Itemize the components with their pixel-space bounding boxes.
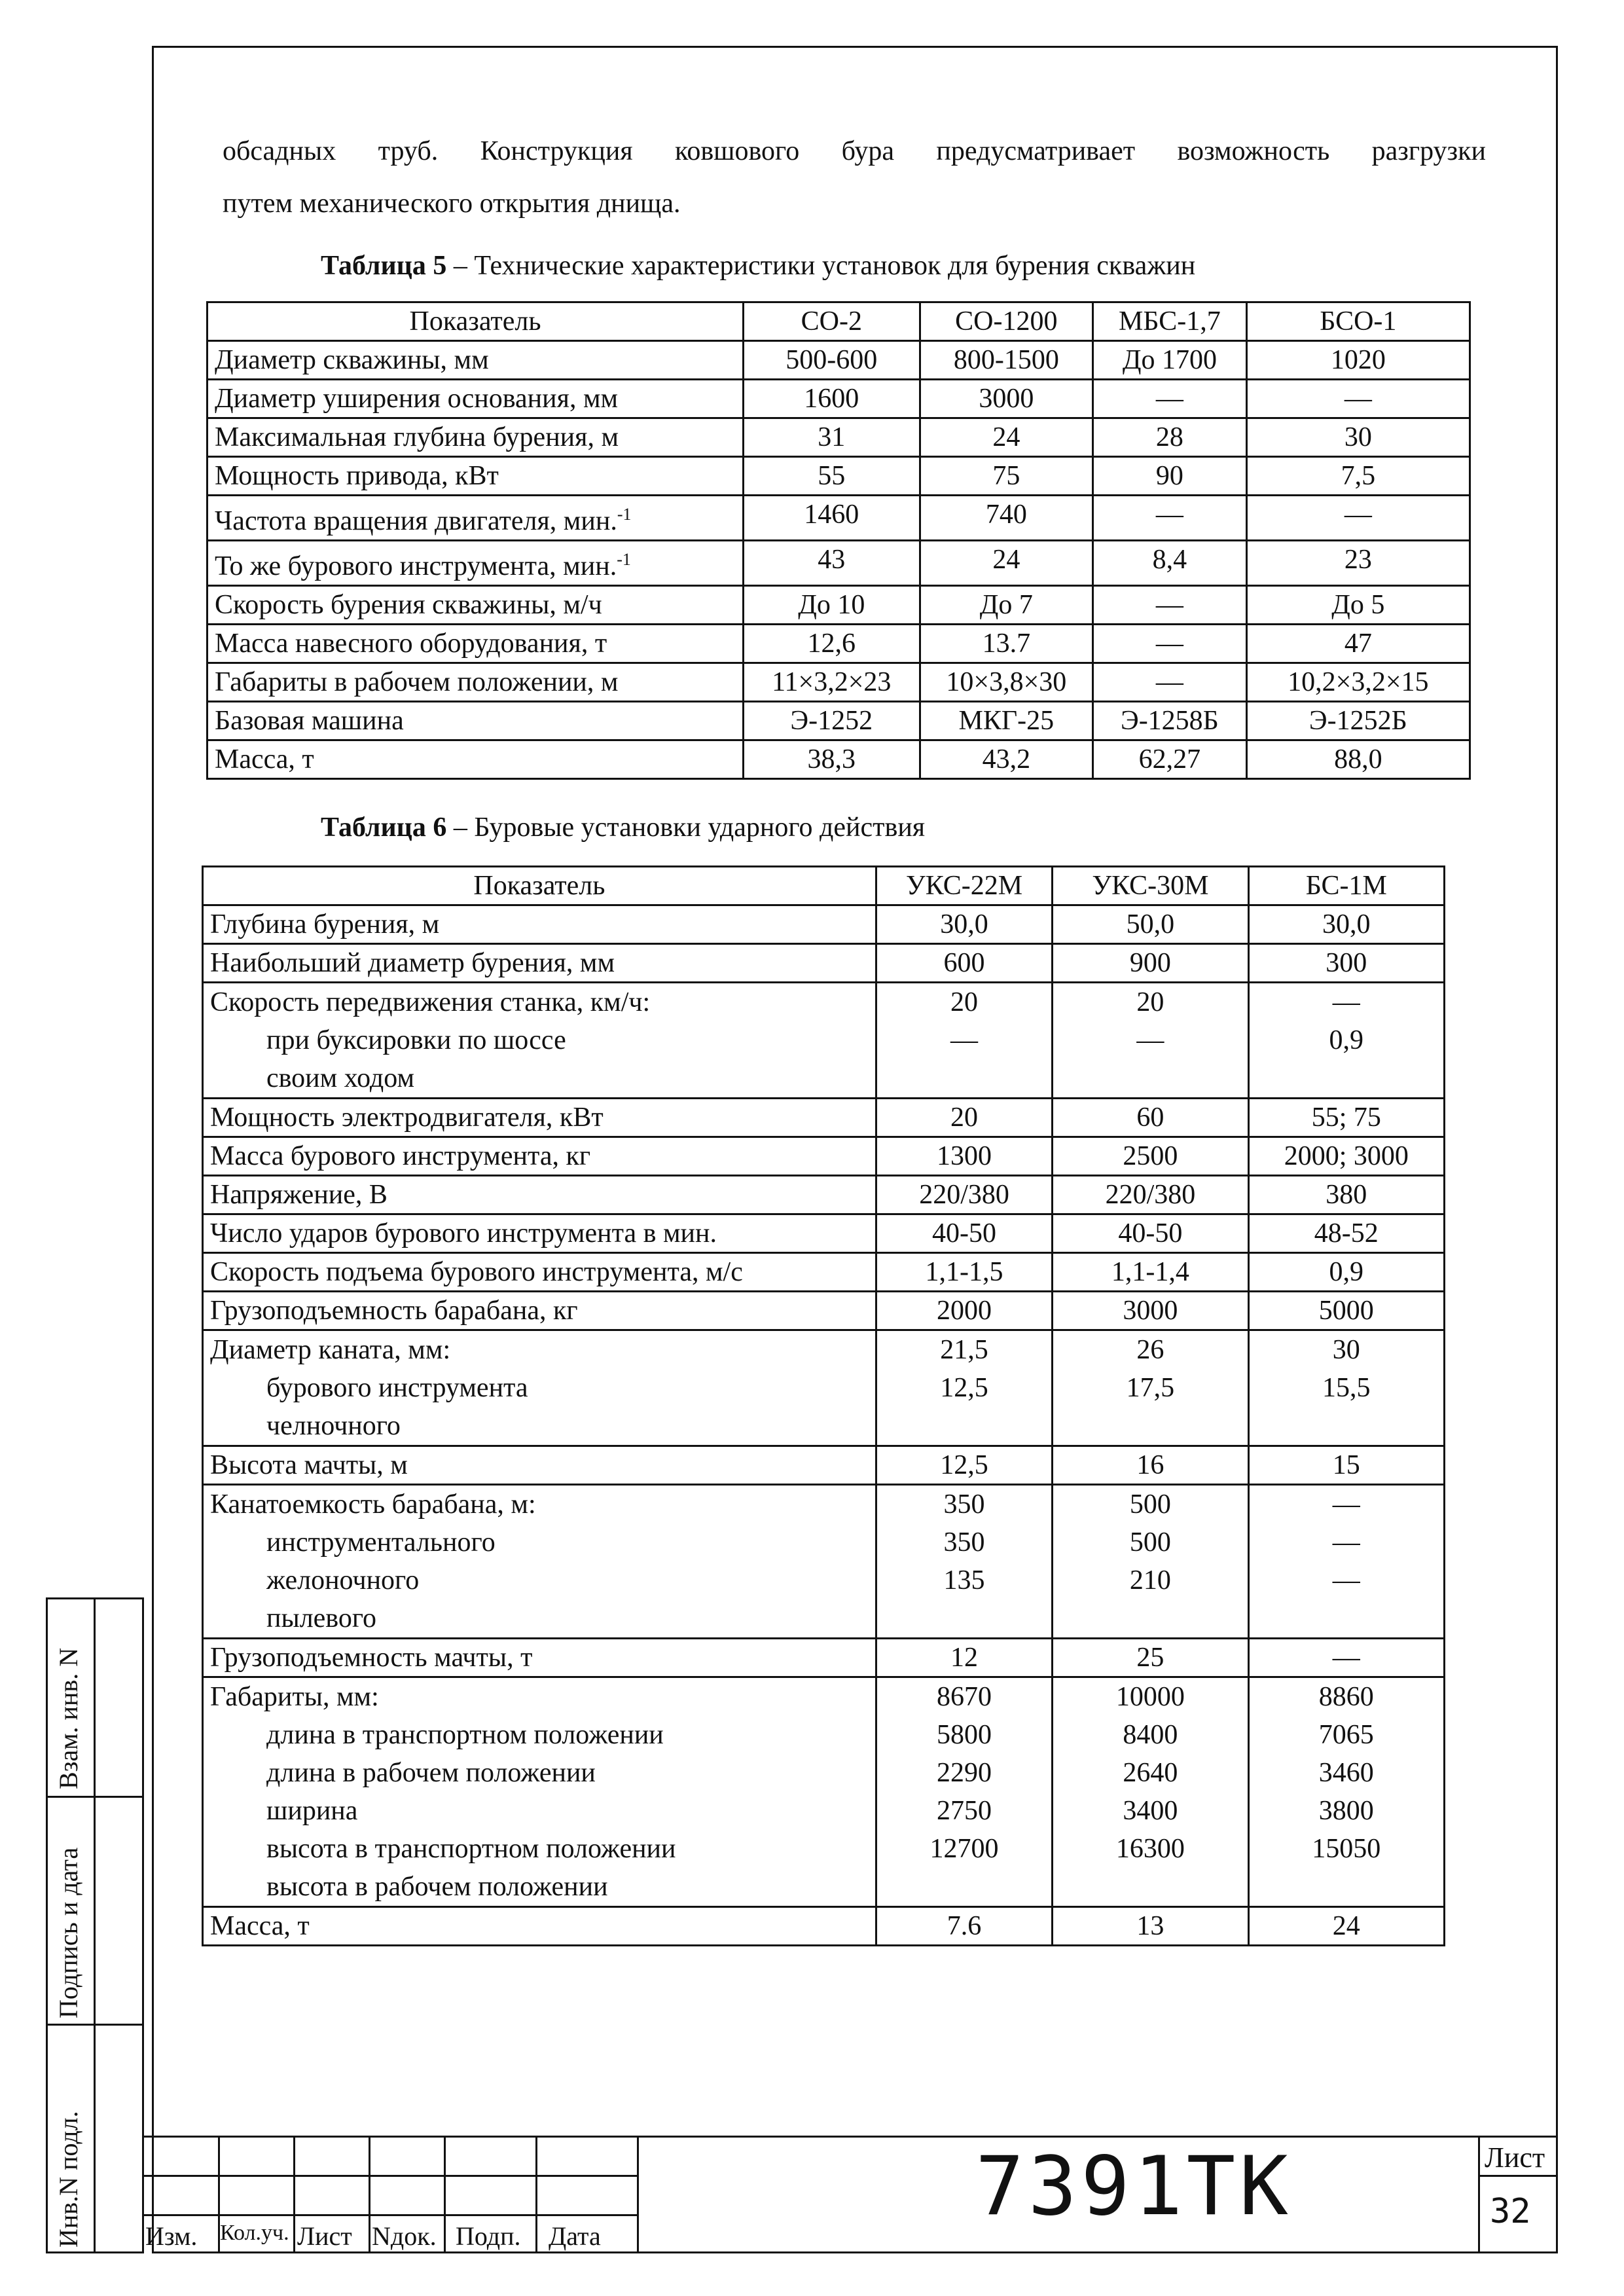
table5-cell: — [1093, 663, 1247, 702]
table6-row-label [203, 1907, 876, 1946]
table5-cell: 62,27 [1093, 740, 1247, 779]
table6-row-label-text: Мощность электродвигателя, кВт [210, 1102, 604, 1133]
table6-cell: 5000 [1248, 1292, 1444, 1330]
table6-row-label [203, 1446, 876, 1485]
table6-cell: 7.6 [876, 1907, 1052, 1946]
tb-rule [143, 2175, 637, 2177]
sheet-number: 32 [1490, 2192, 1531, 2231]
table5-header-cell: МБС-1,7 [1093, 302, 1247, 341]
tb-col-koluch: Кол.уч. [220, 2221, 289, 2245]
table6-cell: 12,5 [876, 1446, 1052, 1485]
table5-caption-number: Таблица 5 [321, 251, 447, 281]
table5-cell: 43 [744, 541, 920, 586]
table6-cell-value: 2290 [937, 1758, 992, 1788]
table6-cell: — [1248, 1639, 1444, 1677]
table6-cell-value: 0,9 [1329, 1025, 1364, 1055]
table6-sub-label: высота в рабочем положении [266, 1872, 608, 1902]
table6-cell [1053, 1485, 1248, 1639]
document-code: 7391ТК [975, 2140, 1292, 2234]
table6-row [203, 1253, 1445, 1292]
table6-cell-value: 3800 [1318, 1796, 1374, 1826]
table6-cell: 55; 75 [1248, 1099, 1444, 1137]
table5-row-label [208, 496, 744, 541]
table6-cell: 60 [1053, 1099, 1248, 1137]
table5-body [208, 302, 1470, 779]
table6-cell: 20 [876, 1099, 1052, 1137]
table6-cell-value: 8400 [1123, 1720, 1178, 1750]
table5-caption [321, 249, 1195, 283]
table5-row [208, 740, 1470, 779]
table5-row [208, 586, 1470, 625]
table5-row-label [208, 702, 744, 740]
table6-cell: 0,9 [1248, 1253, 1444, 1292]
table6-cell-value: — [1332, 1489, 1360, 1520]
table6-group-label: Габариты, мм: [210, 1682, 379, 1712]
table6-sub-label: своим ходом [266, 1063, 415, 1093]
table5-row-label [208, 418, 744, 457]
table6-cell-value: 16300 [1115, 1834, 1185, 1864]
intro-line-1: обсадных труб. Конструкция ковшового бура предусматривает возможность разгрузки [223, 136, 1486, 166]
table6-header-cell: УКС-30М [1053, 867, 1248, 905]
table5-cell: — [1093, 496, 1247, 541]
table5-cell: До 10 [744, 586, 920, 625]
table6-cell: 220/380 [876, 1176, 1052, 1214]
table5-cell: 23 [1246, 541, 1470, 586]
table5-cell: 38,3 [744, 740, 920, 779]
table6-row-label [203, 1176, 876, 1214]
table6-sub-label: длина в транспортном положении [266, 1720, 664, 1750]
table6-row-label [203, 1137, 876, 1176]
table6-cell: 900 [1053, 944, 1248, 983]
table5-cell: 88,0 [1246, 740, 1470, 779]
table5-cell: Э-1252 [744, 702, 920, 740]
table5 [206, 301, 1471, 780]
table6-caption [321, 811, 925, 845]
table5-cell: 10×3,8×30 [920, 663, 1093, 702]
table6-cell-value: 135 [943, 1565, 985, 1595]
table5-row [208, 457, 1470, 496]
table6-row-label-text: Высота мачты, м [210, 1450, 408, 1480]
table6-cell: 15 [1248, 1446, 1444, 1485]
table6-row [203, 1099, 1445, 1137]
table6-sub-label: бурового инструмента [266, 1373, 528, 1403]
table5-cell: 12,6 [744, 625, 920, 663]
table5-cell: 47 [1246, 625, 1470, 663]
table6-row [203, 944, 1445, 983]
tb-rule [1478, 2175, 1558, 2177]
table6-cell: 1,1-1,5 [876, 1253, 1052, 1292]
table6-row [203, 1176, 1445, 1214]
table5-row-label-text: Частота вращения двигателя, мин. [215, 506, 617, 536]
tb-col-izm: Изм. [145, 2221, 198, 2251]
table6-row-label [203, 905, 876, 944]
table6-cell [876, 983, 1052, 1099]
table5-row-label [208, 625, 744, 663]
table5-header-cell: Показатель [208, 302, 744, 341]
intro-line-2: путем механического открытия днища. [223, 189, 681, 219]
table6-cell-value: 30 [1332, 1335, 1360, 1365]
table6-cell: 13 [1053, 1907, 1248, 1946]
table6-cell: 30,0 [1248, 905, 1444, 944]
table6-caption-number: Таблица 6 [321, 812, 447, 843]
table6-cell-value: 21,5 [940, 1335, 988, 1365]
table6-cell-value: — [1332, 987, 1360, 1017]
table6-row-label-text: Глубина бурения, м [210, 909, 440, 939]
table6-cell-value: 350 [943, 1527, 985, 1558]
table6-cell: 16 [1053, 1446, 1248, 1485]
table5-cell: 30 [1246, 418, 1470, 457]
tb-col-list: Лист [297, 2221, 352, 2251]
table5-cell: 1600 [744, 380, 920, 418]
table6-cell-value: 12,5 [940, 1373, 988, 1403]
table6-body [203, 867, 1445, 1946]
table6-cell-value: 5800 [937, 1720, 992, 1750]
table6-cell [1053, 1677, 1248, 1907]
table6-cell [1053, 983, 1248, 1099]
table5-row-label [208, 740, 744, 779]
table6-cell-value: 500 [1129, 1489, 1171, 1520]
table5-row [208, 496, 1470, 541]
table6-cell-value: — [950, 1025, 979, 1055]
table5-row [208, 380, 1470, 418]
table6-cell-value: — [1136, 1025, 1164, 1055]
table5-row-label-text: Максимальная глубина бурения, м [215, 422, 619, 452]
table6-cell: 40-50 [876, 1214, 1052, 1253]
table6-row [203, 1485, 1445, 1639]
table6-cell-value: 210 [1129, 1565, 1171, 1595]
side-strip-divider [48, 1796, 142, 1798]
table5-row-label [208, 457, 744, 496]
table5-row [208, 341, 1470, 380]
table6-sub-label: при буксировки по шоссе [266, 1025, 566, 1055]
table6-row [203, 983, 1445, 1099]
table6-cell: 30,0 [876, 905, 1052, 944]
tb-rule [444, 2136, 446, 2253]
table5-row-label-superscript: -1 [617, 505, 632, 524]
table5-cell: 7,5 [1246, 457, 1470, 496]
side-strip-divider [48, 2024, 142, 2026]
table5-cell: 1020 [1246, 341, 1470, 380]
table5-row-label [208, 663, 744, 702]
table6-row-label-text: Число ударов бурового инструмента в мин. [210, 1218, 717, 1248]
table5-row-label-text: Диаметр уширения основания, мм [215, 384, 619, 414]
table5-cell: 75 [920, 457, 1093, 496]
table5-caption-title: – Технические характеристики установок для бурения скважин [446, 251, 1196, 281]
table5-row-label-text: Масса, т [215, 744, 314, 774]
table6 [202, 866, 1445, 1946]
table6-sub-label: пылевого [266, 1603, 377, 1633]
table5-cell: 1460 [744, 496, 920, 541]
tb-rule [535, 2136, 537, 2253]
table6-cell [1248, 1677, 1444, 1907]
table6-row-label [203, 1099, 876, 1137]
table6-cell: 2500 [1053, 1137, 1248, 1176]
table6-cell-value: 15,5 [1322, 1373, 1371, 1403]
table5-cell: 31 [744, 418, 920, 457]
table6-cell-value: — [1332, 1527, 1360, 1558]
tb-col-ndok: Nдок. [372, 2221, 437, 2251]
table6-cell-value: 17,5 [1126, 1373, 1175, 1403]
table6-row [203, 1907, 1445, 1946]
table5-row-label-superscript: -1 [617, 550, 631, 569]
table6-cell: 40-50 [1053, 1214, 1248, 1253]
table6-cell-value: 2750 [937, 1796, 992, 1826]
table5-cell: 55 [744, 457, 920, 496]
table5-cell: 8,4 [1093, 541, 1247, 586]
table6-cell-value: 3460 [1318, 1758, 1374, 1788]
table6-cell-value: 3400 [1123, 1796, 1178, 1826]
table6-row [203, 1137, 1445, 1176]
table6-cell: 2000; 3000 [1248, 1137, 1444, 1176]
table6-sub-label: высота в транспортном положении [266, 1834, 676, 1864]
table6-row-label [203, 983, 876, 1099]
table5-cell: До 5 [1246, 586, 1470, 625]
table5-cell: 740 [920, 496, 1093, 541]
table6-cell-value: — [1332, 1565, 1360, 1595]
table6-row-label [203, 1330, 876, 1446]
table6-cell: 48-52 [1248, 1214, 1444, 1253]
tb-rule [143, 2214, 637, 2216]
table5-header-cell: СО-1200 [920, 302, 1093, 341]
table5-row-label [208, 541, 744, 586]
table6-row [203, 1330, 1445, 1446]
table5-cell: — [1246, 496, 1470, 541]
table6-row-label [203, 944, 876, 983]
table6-sub-label: инструментального [266, 1527, 496, 1558]
tb-rule [143, 2136, 1558, 2138]
table6-cell-value: 12700 [929, 1834, 999, 1864]
table6-cell: 600 [876, 944, 1052, 983]
table5-cell: До 7 [920, 586, 1093, 625]
table6-header-cell: Показатель [203, 867, 876, 905]
table6-sub-label: длина в рабочем положении [266, 1758, 596, 1788]
table6-cell: 25 [1053, 1639, 1248, 1677]
table5-row-label-text: Масса навесного оборудования, т [215, 629, 607, 659]
table5-row-label-text: Базовая машина [215, 706, 404, 736]
table6-row [203, 1292, 1445, 1330]
tb-rule [369, 2136, 370, 2253]
table6-sub-label: ширина [266, 1796, 358, 1826]
table5-row-label-text: Габариты в рабочем положении, м [215, 667, 619, 697]
table5-cell: — [1246, 380, 1470, 418]
table6-group-label: Диаметр каната, мм: [210, 1335, 451, 1365]
table6-row-label-text: Грузоподъемность барабана, кг [210, 1296, 578, 1326]
table5-cell: — [1093, 625, 1247, 663]
table6-cell-value: 20 [950, 987, 979, 1017]
table5-cell: До 1700 [1093, 341, 1247, 380]
table5-cell: 800-1500 [920, 341, 1093, 380]
table6-cell: 50,0 [1053, 905, 1248, 944]
table6-cell [876, 1330, 1052, 1446]
table6-row [203, 1639, 1445, 1677]
table6-row-label-text: Скорость подъема бурового инструмента, м/с [210, 1257, 743, 1287]
side-label-vzam: Взам. инв. N [54, 1647, 83, 1789]
table5-cell: 24 [920, 418, 1093, 457]
table6-cell-value: 8860 [1318, 1682, 1374, 1712]
table6-row [203, 1446, 1445, 1485]
table5-cell: Э-1258Б [1093, 702, 1247, 740]
table6-cell: 1300 [876, 1137, 1052, 1176]
table6-row [203, 1677, 1445, 1907]
table5-row [208, 541, 1470, 586]
title-block [143, 2136, 1558, 2253]
table6-cell: 220/380 [1053, 1176, 1248, 1214]
table5-row-label [208, 586, 744, 625]
table5-header-cell: БСО-1 [1246, 302, 1470, 341]
tb-col-podp: Подп. [456, 2221, 521, 2251]
table5-row [208, 418, 1470, 457]
table6-header-cell: БС-1М [1248, 867, 1444, 905]
side-stamp-strip [46, 1597, 144, 2253]
tb-rule [293, 2136, 295, 2253]
table5-cell: — [1093, 380, 1247, 418]
table6-cell: 2000 [876, 1292, 1052, 1330]
table6-row-label [203, 1253, 876, 1292]
tb-rule [1478, 2136, 1480, 2253]
table5-cell: 13.7 [920, 625, 1093, 663]
table6-sub-label: челночного [266, 1411, 401, 1441]
table6-row-label-text: Напряжение, В [210, 1180, 388, 1210]
table6-cell [1053, 1330, 1248, 1446]
table6-row-label-text: Наибольший диаметр бурения, мм [210, 948, 615, 978]
table5-cell: 3000 [920, 380, 1093, 418]
table6-row-label-text: Масса бурового инструмента, кг [210, 1141, 591, 1171]
table6-cell: 300 [1248, 944, 1444, 983]
table5-cell: 10,2×3,2×15 [1246, 663, 1470, 702]
table6-row-label-text: Масса, т [210, 1911, 310, 1941]
table6-row-label [203, 1639, 876, 1677]
table6-cell-value: 500 [1129, 1527, 1171, 1558]
table6-cell-value: 10000 [1115, 1682, 1185, 1712]
table6-row-label [203, 1677, 876, 1907]
table5-cell: 90 [1093, 457, 1247, 496]
table5-row-label-text: То же бурового инструмента, мин. [215, 551, 617, 581]
table5-row-label [208, 380, 744, 418]
table6-header-cell: УКС-22М [876, 867, 1052, 905]
table6-cell [876, 1677, 1052, 1907]
table5-row-label [208, 341, 744, 380]
table5-cell: 28 [1093, 418, 1247, 457]
table6-cell [1248, 1330, 1444, 1446]
table5-row-label-text: Диаметр скважины, мм [215, 345, 489, 375]
table5-cell: МКГ-25 [920, 702, 1093, 740]
table5-row-label-text: Мощность привода, кВт [215, 461, 499, 491]
table6-row [203, 905, 1445, 944]
table5-cell: 24 [920, 541, 1093, 586]
table6-row-label [203, 1292, 876, 1330]
table6-cell: 3000 [1053, 1292, 1248, 1330]
table5-row [208, 702, 1470, 740]
table6-row-label-text: Грузоподъемность мачты, т [210, 1643, 533, 1673]
table5-header-row [208, 302, 1470, 341]
table5-cell: 43,2 [920, 740, 1093, 779]
table6-cell-value: 26 [1136, 1335, 1164, 1365]
tb-col-data: Дата [549, 2221, 601, 2251]
table5-cell: Э-1252Б [1246, 702, 1470, 740]
table6-cell: 24 [1248, 1907, 1444, 1946]
table5-cell: 11×3,2×23 [744, 663, 920, 702]
table6-row-label [203, 1214, 876, 1253]
table6-cell [876, 1485, 1052, 1639]
side-label-inv: Инв.N подл. [54, 2111, 83, 2248]
table5-header-cell: СО-2 [744, 302, 920, 341]
table6-cell: 12 [876, 1639, 1052, 1677]
table6-cell-value: 15050 [1312, 1834, 1381, 1864]
side-label-podpis: Подпись и дата [54, 1847, 83, 2018]
table6-cell-value: 350 [943, 1489, 985, 1520]
table6-cell-value: 7065 [1318, 1720, 1374, 1750]
table6-sub-label: желоночного [266, 1565, 420, 1595]
table6-cell-value: 2640 [1123, 1758, 1178, 1788]
table6-cell: 380 [1248, 1176, 1444, 1214]
table6-row-label [203, 1485, 876, 1639]
tb-rule [637, 2136, 639, 2253]
table5-cell: — [1093, 586, 1247, 625]
table6-row [203, 1214, 1445, 1253]
table6-group-label: Канатоемкость барабана, м: [210, 1489, 536, 1520]
table6-caption-title: – Буровые установки ударного действия [446, 812, 926, 843]
table6-cell-value: 20 [1136, 987, 1164, 1017]
table6-cell: 1,1-1,4 [1053, 1253, 1248, 1292]
table6-cell [1248, 983, 1444, 1099]
sheet-label: Лист [1485, 2141, 1545, 2174]
table6-group-label: Скорость передвижения станка, км/ч: [210, 987, 651, 1017]
table5-row [208, 625, 1470, 663]
table6-cell [1248, 1485, 1444, 1639]
table6-cell-value: 8670 [937, 1682, 992, 1712]
table5-row-label-text: Скорость бурения скважины, м/ч [215, 590, 602, 620]
table6-header-row [203, 867, 1445, 905]
table5-cell: 500-600 [744, 341, 920, 380]
table5-row [208, 663, 1470, 702]
